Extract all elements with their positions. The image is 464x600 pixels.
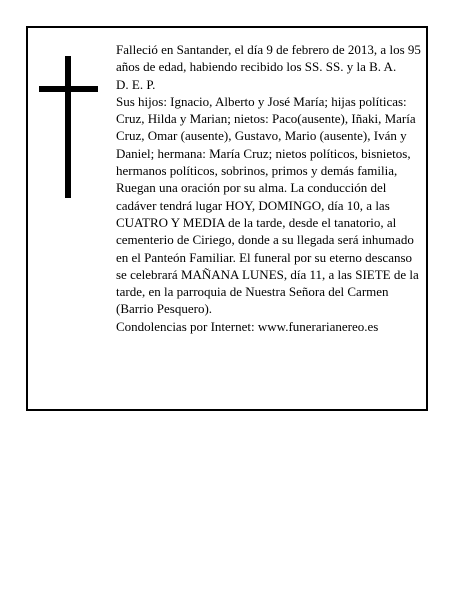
cross-icon [39, 56, 98, 198]
notice-text [116, 41, 422, 335]
cross-vertical-bar [65, 56, 71, 198]
condolences-line: Condolencias por Internet: www.funerarianereo.es [116, 318, 379, 334]
obituary-notice [26, 26, 428, 411]
rip-line: D. E. P. [116, 76, 156, 92]
cross-horizontal-bar [39, 86, 98, 92]
funeral-details: Ruegan una oración por su alma. La conducción del cadáver tendrá lugar HOY, DOMINGO, día 10, a las CUATRO Y MEDIA de la tarde, desde el tanatorio, al cementerio de Ciriego, donde a su llegada será inhumado en el Panteón Familiar. El funeral por su eterno descanso se celebrará MAÑANA LUNES, día 11, a las SIETE de la tarde, en la parroquia de Nuestra Señora del Carmen (Barrio Pesquero). [116, 180, 419, 317]
death-announcement: Falleció en Santander, el día 9 de febrero de 2013, a los 95 años de edad, habiendo recibido los SS. SS. y la B. A. [116, 42, 421, 75]
family-list: Sus hijos: Ignacio, Alberto y José María; hijas políticas: Cruz, Hilda y Marian; nietos: Paco(ausente), Iñaki, María Cruz, Omar (ausente), Gustavo, Mario (ausente), Iván y Daniel; hermana: María Cruz; nietos políticos, bisnietos, hermanos políticos, sobrinos, primos y demás familia, [116, 93, 416, 179]
